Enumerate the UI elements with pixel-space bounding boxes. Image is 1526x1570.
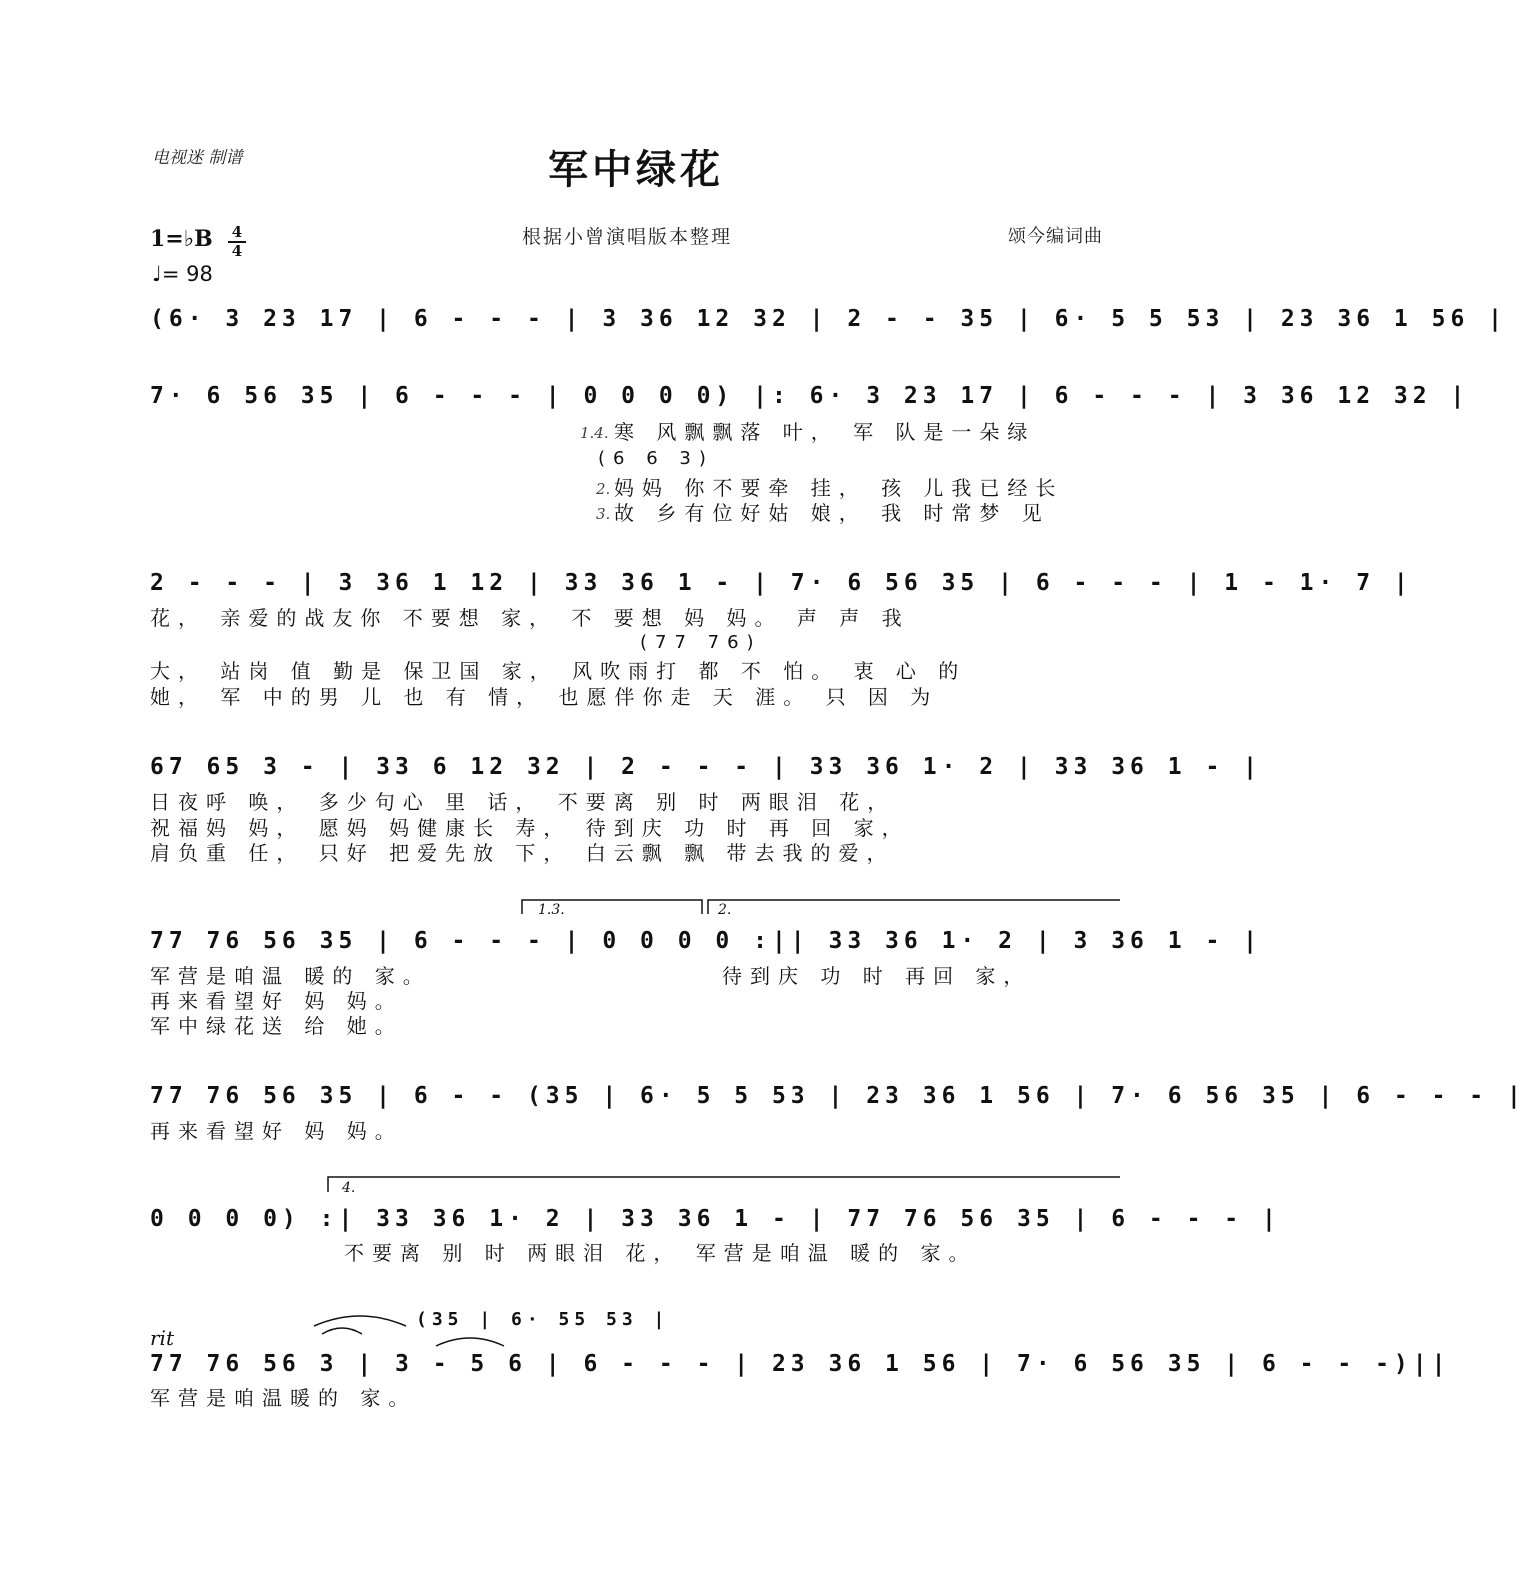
tempo-marking: ♩= 98 — [152, 262, 213, 286]
lyric-line: 肩负重 任， 只好 把爱先放 下， 白云飘 飘 带去我的爱， — [150, 841, 895, 865]
key-signature: 1=♭B — [150, 226, 213, 252]
volta-4-label: 4. — [342, 1180, 356, 1196]
verse-number: 3. — [596, 505, 611, 523]
lyric-line: 日夜呼 唤， 多少句心 里 话， 不要离 别 时 两眼泪 花， — [150, 790, 896, 814]
notation-row-2: 7· 6 56 35 | 6 - - - | 0 0 0 0) |: 6· 3 23 17 | 6 - - - | 3 36 12 32 | — [150, 383, 1470, 409]
lyric-line: 军营是咱温 暖的 家。 — [150, 964, 431, 988]
lyric-line: 花， 亲爱的战友你 不要想 家， 不 要想 妈 妈。 声 声 我 — [150, 606, 910, 630]
tie-arc — [322, 1328, 362, 1334]
volta-1-bracket — [522, 900, 702, 914]
lyric-line: 大， 站岗 值 勤是 保卫国 家， 风吹雨打 都 不 怕。 衷 心 的 — [150, 659, 967, 683]
lyric-line: 寒 风飘飘落 叶， 军 队是一朵绿 — [614, 420, 1036, 444]
volta-2-label: 2. — [718, 902, 732, 918]
notation-row-6: 77 76 56 35 | 6 - - (35 | 6· 5 5 53 | 23 36 1 56 | 7· 6 56 35 | 6 - - - | — [150, 1083, 1526, 1109]
song-title: 军中绿花 — [548, 146, 724, 193]
time-signature-top: 4 — [231, 223, 243, 241]
alternate-notes: (6 6 3) — [598, 448, 714, 469]
lyric-line: 不要离 别 时 两眼泪 花， 军营是咱温 暖的 家。 — [344, 1241, 977, 1265]
notation-row-5: 77 76 56 35 | 6 - - - | 0 0 0 0 :|| 33 36 1· 2 | 3 36 1 - | — [150, 928, 1262, 954]
alternate-notes: (77 76) — [640, 632, 762, 653]
notation-row-8: 77 76 56 3 | 3 - 5 6 | 6 - - - | 23 36 1 56 | 7· 6 56 35 | 6 - - -)|| — [150, 1351, 1451, 1377]
volta-1-label: 1.3. — [538, 902, 565, 918]
notation-row-1: (6· 3 23 17 | 6 - - - | 3 36 12 32 | 2 - - 35 | 6· 5 5 53 | 23 36 1 56 | — [150, 306, 1507, 332]
verse-number: 2. — [596, 480, 611, 498]
lyric-line: 军中绿花送 给 她。 — [150, 1014, 403, 1038]
tie-arc — [314, 1316, 406, 1326]
lyric-line: 待到庆 功 时 再回 家， — [722, 964, 1032, 988]
version-note: 根据小曾演唱版本整理 — [522, 226, 733, 248]
arranger-credit: 电视迷 制谱 — [152, 148, 243, 168]
volta-2-bracket — [708, 900, 1120, 914]
notation-row-7: 0 0 0 0) :| 33 36 1· 2 | 33 36 1 - | 77 76 56 35 | 6 - - - | — [150, 1206, 1281, 1232]
cue-notes: (35 | 6· 55 53 | — [416, 1309, 670, 1330]
composer-credit: 颂今编词曲 — [1008, 226, 1103, 247]
notation-row-3: 2 - - - | 3 36 1 12 | 33 36 1 - | 7· 6 56 35 | 6 - - - | 1 - 1· 7 | — [150, 570, 1413, 596]
volta-4-bracket — [328, 1177, 1120, 1192]
lyric-line: 妈妈 你不要牵 挂， 孩 儿我已经长 — [614, 476, 1064, 500]
tie-arc — [436, 1338, 504, 1346]
ritardando-marking: rit — [150, 1326, 174, 1350]
time-signature-bottom: 4 — [231, 242, 243, 260]
lyric-line: 故 乡有位好姑 娘， 我 时常梦 见 — [614, 501, 1050, 525]
notation-row-4: 67 65 3 - | 33 6 12 32 | 2 - - - | 33 36 1· 2 | 33 36 1 - | — [150, 754, 1262, 780]
lyric-line: 祝福妈 妈， 愿妈 妈健康长 寿， 待到庆 功 时 再 回 家， — [150, 816, 910, 840]
lyric-line: 再来看望好 妈 妈。 — [150, 989, 403, 1013]
lyric-line: 她， 军 中的男 儿 也 有 情， 也愿伴你走 天 涯。 只 因 为 — [150, 685, 939, 709]
verse-number: 1.4. — [580, 424, 609, 442]
lyric-line: 再来看望好 妈 妈。 — [150, 1119, 403, 1143]
lyric-line: 军营是咱温暖的 家。 — [150, 1386, 417, 1410]
